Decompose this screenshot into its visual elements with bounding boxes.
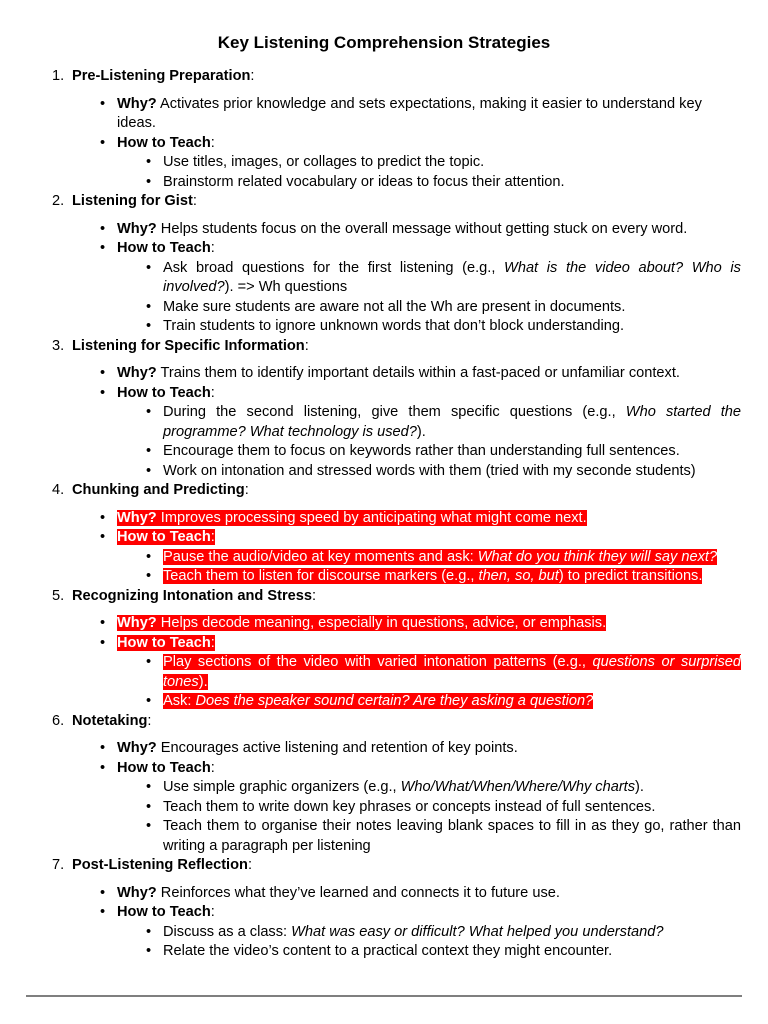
section-heading: 1. Pre-Listening Preparation: xyxy=(0,67,768,87)
sub-bullet: • xyxy=(146,798,152,815)
step-text: ) to predict transitions. xyxy=(558,568,703,584)
how-label-wrap: How to Teach: xyxy=(117,634,215,651)
how-label-wrap: How to Teach: xyxy=(117,759,215,776)
teaching-step xyxy=(0,692,768,712)
teaching-step xyxy=(0,817,768,856)
how-to-teach-item xyxy=(0,239,768,259)
why-label: Why? xyxy=(117,615,157,631)
section-heading: 4. Chunking and Predicting: xyxy=(0,481,768,501)
section-number: 3. xyxy=(52,337,65,354)
step-text: ). xyxy=(416,423,426,440)
how-to-teach-label: How to Teach xyxy=(117,759,211,776)
teaching-step xyxy=(0,653,768,692)
teaching-step-text xyxy=(163,299,625,315)
why-label: Why? xyxy=(117,365,157,381)
how-to-teach-label: How to Teach xyxy=(117,384,211,401)
italic-example: Who/What/When/Where/Why charts xyxy=(400,779,636,795)
how-to-teach-label: How to Teach xyxy=(117,634,211,651)
sub-bullet: • xyxy=(146,654,152,670)
why-description: Reinforces what they’ve learned and connects it to future use. xyxy=(160,884,560,901)
strategy-section xyxy=(0,587,768,712)
why-text xyxy=(117,615,606,631)
how-label-wrap: How to Teach: xyxy=(117,240,215,256)
step-text: Teach them to write down key phrases or concepts instead of full sentences. xyxy=(163,798,656,815)
section-body xyxy=(0,356,768,481)
section-body xyxy=(0,87,768,193)
teaching-step-text xyxy=(163,463,696,479)
how-to-teach-label: How to Teach xyxy=(117,529,211,545)
teaching-step-text xyxy=(163,799,655,815)
section-body xyxy=(0,212,768,337)
step-text: Teach them to organise their notes leaving blank spaces to fill in as they go, rather than writing a paragraph per listening xyxy=(163,818,741,854)
section-number: 4. xyxy=(52,482,65,498)
section-title: Listening for Specific Information xyxy=(72,337,305,354)
teaching-step xyxy=(0,462,768,482)
italic-example: Does the speaker sound certain? Are they asking a question? xyxy=(195,693,594,709)
why-label: Why? xyxy=(117,95,157,112)
why-text xyxy=(117,740,518,756)
teaching-step-text xyxy=(163,818,741,854)
italic-example: What is the video about? Who is involved? xyxy=(163,259,741,295)
document-title: Key Listening Comprehension Strategies xyxy=(217,33,551,52)
section-heading: 2. Listening for Gist: xyxy=(0,192,768,212)
step-text: Ask: xyxy=(163,693,196,709)
bullet: • xyxy=(100,615,106,631)
why-item xyxy=(0,220,768,240)
teaching-step-text xyxy=(163,568,702,584)
how-to-teach-item xyxy=(0,384,768,404)
teaching-step-text xyxy=(163,654,741,690)
teaching-step xyxy=(0,567,768,587)
section-number: 2. xyxy=(52,193,65,209)
italic-example: What was easy or difficult? What helped you understand? xyxy=(291,923,664,940)
teaching-step xyxy=(0,942,768,962)
teaching-step-text xyxy=(163,549,717,565)
teaching-step-text xyxy=(163,779,644,795)
why-description: Activates prior knowledge and sets expectations, making it easier to understand key ideas. xyxy=(117,95,702,131)
why-item xyxy=(0,364,768,384)
section-title: Post-Listening Reflection xyxy=(72,857,248,873)
step-text: Encourage them to focus on keywords rather than understanding full sentences. xyxy=(163,443,680,459)
section-body xyxy=(0,876,768,962)
bullet: • xyxy=(100,634,106,651)
why-item xyxy=(0,614,768,634)
why-item xyxy=(0,884,768,904)
bullet: • xyxy=(100,95,106,112)
teaching-step xyxy=(0,403,768,442)
teaching-step-text xyxy=(163,443,680,459)
teaching-step-text xyxy=(163,404,741,440)
why-label: Why? xyxy=(117,509,157,526)
why-description: Improves processing speed by anticipating what might come next. xyxy=(160,509,587,526)
how-to-teach-item xyxy=(0,759,768,779)
strategy-section xyxy=(0,67,768,192)
bullet: • xyxy=(100,759,106,776)
why-label: Why? xyxy=(117,220,157,237)
italic-example: What do you think they will say next? xyxy=(477,548,718,565)
why-label: Why? xyxy=(117,884,157,901)
why-text xyxy=(117,365,680,381)
how-to-teach-item xyxy=(0,528,768,548)
sub-bullet: • xyxy=(146,154,152,170)
footer-rule xyxy=(26,995,742,997)
sub-bullet: • xyxy=(146,462,152,479)
why-text xyxy=(117,221,687,237)
sub-bullet: • xyxy=(146,173,152,190)
how-label-wrap: How to Teach: xyxy=(117,384,215,401)
strategy-section xyxy=(0,337,768,482)
step-text: Play sections of the video with varied intonation patterns (e.g., xyxy=(163,654,593,670)
sub-bullet: • xyxy=(146,259,152,276)
teaching-step xyxy=(0,259,768,298)
step-text: Make sure students are aware not all the Wh are present in documents. xyxy=(163,298,626,315)
teaching-step xyxy=(0,153,768,173)
how-label-wrap: How to Teach: xyxy=(117,529,215,545)
bullet: • xyxy=(100,740,106,756)
sub-bullet: • xyxy=(146,779,152,795)
how-label-wrap: How to Teach: xyxy=(117,904,215,920)
strategy-section xyxy=(0,192,768,337)
why-item xyxy=(0,509,768,529)
italic-example: questions or surprised tones xyxy=(163,654,741,690)
section-title: Listening for Gist xyxy=(72,193,193,209)
strategy-section xyxy=(0,856,768,962)
section-title: Notetaking xyxy=(72,712,148,729)
step-text: Use titles, images, or collages to predict the topic. xyxy=(163,154,485,170)
why-description: Encourages active listening and retention of key points. xyxy=(160,740,518,756)
why-item xyxy=(0,95,768,134)
section-heading: 3. Listening for Specific Information: xyxy=(0,337,768,357)
teaching-step-text xyxy=(163,693,593,709)
step-text: Pause the audio/video at key moments and ask: xyxy=(163,548,478,565)
step-text: Discuss as a class: xyxy=(163,923,292,940)
why-text xyxy=(117,885,560,901)
step-text: Ask broad questions for the first listening (e.g., xyxy=(163,259,505,276)
section-body xyxy=(0,606,768,712)
strategy-section xyxy=(0,481,768,587)
step-text: Brainstorm related vocabulary or ideas to focus their attention. xyxy=(163,173,565,190)
teaching-step-text xyxy=(163,260,741,296)
step-text: Relate the video’s content to a practical context they might encounter. xyxy=(163,943,613,959)
bullet: • xyxy=(100,904,106,920)
teaching-step xyxy=(0,173,768,193)
bullet: • xyxy=(100,384,106,401)
how-to-teach-item xyxy=(0,134,768,154)
teaching-step xyxy=(0,442,768,462)
section-heading: 6. Notetaking: xyxy=(0,712,768,732)
sub-bullet: • xyxy=(146,318,152,334)
teaching-step xyxy=(0,923,768,943)
step-text: Train students to ignore unknown words that don’t block understanding. xyxy=(163,318,625,334)
sub-bullet: • xyxy=(146,298,152,315)
step-text: Use simple graphic organizers (e.g., xyxy=(163,779,401,795)
bullet: • xyxy=(100,529,106,545)
italic-example: then, so, but xyxy=(478,568,559,584)
section-number: 7. xyxy=(52,857,65,873)
step-text: ). xyxy=(635,779,644,795)
how-to-teach-item xyxy=(0,634,768,654)
why-text xyxy=(117,96,702,132)
bullet: • xyxy=(100,509,106,526)
how-to-teach-item xyxy=(0,903,768,923)
sub-bullet: • xyxy=(146,443,152,459)
sub-bullet: • xyxy=(146,548,152,565)
teaching-step-text xyxy=(163,924,664,940)
how-to-teach-label: How to Teach xyxy=(117,240,211,256)
section-title: Pre-Listening Preparation xyxy=(72,68,251,84)
step-text: During the second listening, give them specific questions (e.g., xyxy=(163,404,626,420)
strategy-section xyxy=(0,712,768,857)
italic-example: Who started the programme? What technology is used? xyxy=(163,404,741,440)
step-text: Work on intonation and stressed words with them (tried with my seconde students) xyxy=(163,462,696,479)
how-label-wrap: How to Teach: xyxy=(117,134,215,151)
sub-bullet: • xyxy=(146,568,152,584)
why-description: Helps students focus on the overall message without getting stuck on every word. xyxy=(160,220,688,237)
step-text: Teach them to listen for discourse markers (e.g., xyxy=(163,568,479,584)
bullet: • xyxy=(100,365,106,381)
teaching-step-text xyxy=(163,943,612,959)
section-body xyxy=(0,731,768,856)
section-heading: 5. Recognizing Intonation and Stress: xyxy=(0,587,768,607)
section-body xyxy=(0,501,768,587)
why-description: Trains them to identify important details within a fast-paced or unfamiliar context. xyxy=(160,365,680,381)
section-number: 5. xyxy=(52,587,65,604)
strategy-list xyxy=(0,67,768,962)
bullet: • xyxy=(100,134,106,151)
section-heading: 7. Post-Listening Reflection: xyxy=(0,856,768,876)
teaching-step-text xyxy=(163,318,624,334)
sub-bullet: • xyxy=(146,818,152,834)
teaching-step-text xyxy=(163,174,565,190)
section-number: 1. xyxy=(52,68,65,84)
teaching-step xyxy=(0,317,768,337)
why-description: Helps decode meaning, especially in questions, advice, or emphasis. xyxy=(160,615,607,631)
step-text: ). => Wh questions xyxy=(224,279,348,295)
step-text: ). xyxy=(198,673,208,690)
bullet: • xyxy=(100,240,106,256)
teaching-step xyxy=(0,778,768,798)
why-item xyxy=(0,739,768,759)
section-title: Recognizing Intonation and Stress xyxy=(72,587,312,604)
bullet: • xyxy=(100,220,106,237)
sub-bullet: • xyxy=(146,923,152,940)
sub-bullet: • xyxy=(146,693,152,709)
section-title: Chunking and Predicting xyxy=(72,482,245,498)
why-label: Why? xyxy=(117,740,157,756)
bullet: • xyxy=(100,884,106,901)
how-to-teach-label: How to Teach xyxy=(117,134,211,151)
sub-bullet: • xyxy=(146,404,152,420)
teaching-step-text xyxy=(163,154,484,170)
teaching-step xyxy=(0,798,768,818)
teaching-step xyxy=(0,298,768,318)
how-to-teach-label: How to Teach xyxy=(117,904,211,920)
why-text xyxy=(117,510,587,526)
sub-bullet: • xyxy=(146,943,152,959)
teaching-step xyxy=(0,548,768,568)
section-number: 6. xyxy=(52,712,65,729)
